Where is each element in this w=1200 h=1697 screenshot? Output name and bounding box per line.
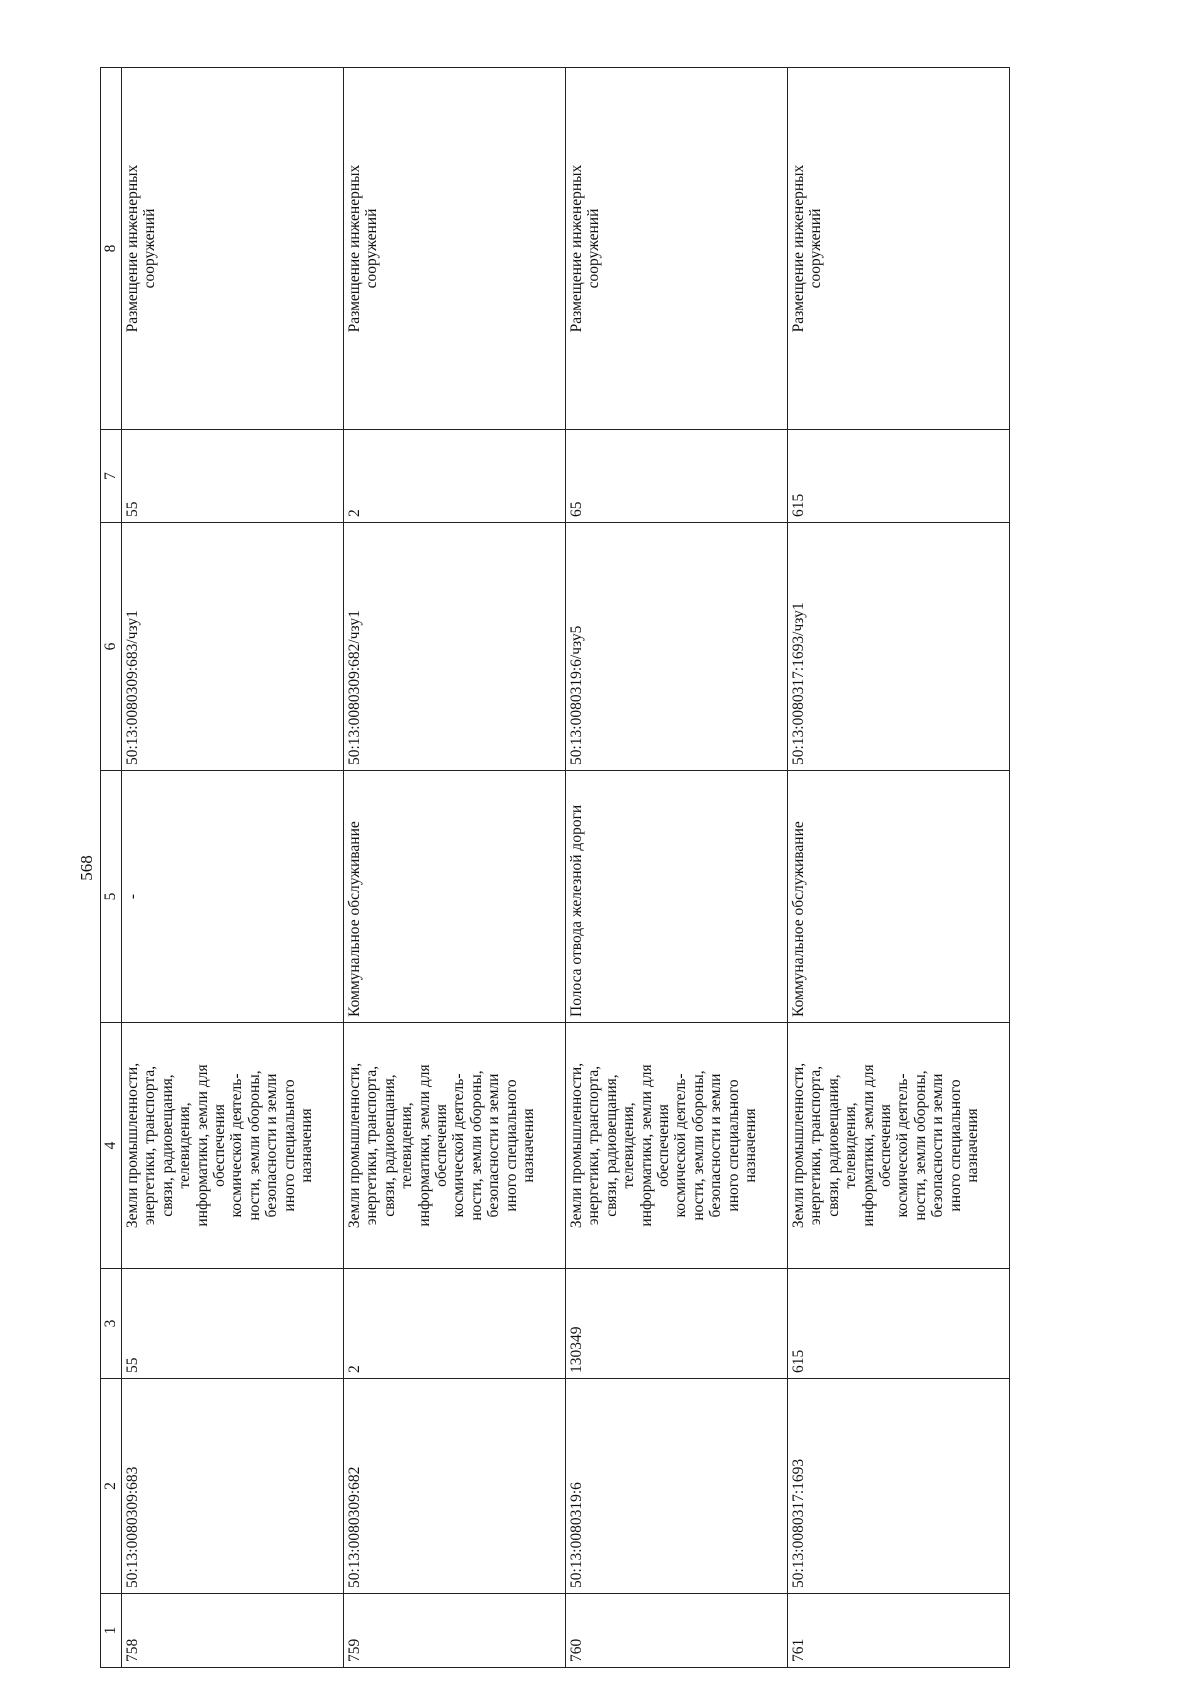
land-category-line: связи, радиовещания, [602,1074,620,1217]
purpose-cell [788,68,1010,430]
land-category-line: Земли промышленности, [346,1062,363,1229]
land-category-line: телевидения, [620,1102,638,1189]
land-category-line: энергетики, транспорта, [363,1065,381,1226]
purpose-line: сооружений [585,208,603,289]
column-header: 8 [101,68,122,430]
land-category-line: связи, радиовещания, [824,1074,842,1217]
land-category-line: Земли промышленности, [568,1062,585,1229]
land-category-cell [344,1023,566,1269]
land-plots-table [100,67,1010,1668]
plot-area-cell: 615 [788,1269,1010,1379]
permitted-use-cell: Коммунальное обслуживание [344,771,566,1023]
plot-part-number-cell: 50:13:0080309:683/чзу1 [122,523,344,771]
plot-area-cell: 2 [344,1269,566,1379]
permitted-use-cell: Полоса отвода железной дороги [566,771,788,1023]
land-category-line: космической деятель- [894,1073,912,1218]
permitted-use-cell: - [122,771,344,1023]
purpose-line: Размещение инженерных [124,164,141,333]
land-category-line: связи, радиовещания, [158,1074,176,1217]
land-category-line: иного специального [946,1079,964,1212]
table-row [566,68,788,1668]
purpose-line: сооружений [363,208,381,289]
column-header: 5 [101,771,122,1023]
cadastral-number-cell: 50:13:0080309:682 [344,1379,566,1594]
land-category-line: энергетики, транспорта, [585,1065,603,1226]
table-row [122,68,344,1668]
table-body [122,68,1010,1668]
land-category-line: телевидения, [842,1102,860,1189]
rotated-document-page [52,68,1102,1668]
row-number-cell: 758 [122,1594,344,1668]
land-category-line: безопасности и земли [929,1073,947,1218]
column-header: 2 [101,1379,122,1594]
plot-part-area-cell: 55 [122,430,344,523]
land-category-line: ности, земли обороны, [911,1070,929,1221]
purpose-line: Размещение инженерных [568,164,585,333]
land-category-line: иного специального [502,1079,520,1212]
land-category-line: информатики, земли для [859,1064,877,1227]
land-category-line: обеспечения [655,1104,673,1187]
cadastral-number-cell: 50:13:0080309:683 [122,1379,344,1594]
column-header: 4 [101,1023,122,1269]
purpose-cell [344,68,566,430]
purpose-line: Размещение инженерных [346,164,363,333]
plot-part-number-cell: 50:13:0080319:6/чзу5 [566,523,788,771]
land-category-line: космической деятель- [450,1073,468,1218]
column-header: 7 [101,430,122,523]
land-category-line: связи, радиовещания, [380,1074,398,1217]
land-category-line: обеспечения [211,1104,229,1187]
land-category-line: безопасности и земли [707,1073,725,1218]
land-category-line: энергетики, транспорта, [141,1065,159,1226]
land-category-line: ности, земли обороны, [245,1070,263,1221]
purpose-cell [122,68,344,430]
land-category-line: назначения [964,1108,982,1183]
land-category-line: энергетики, транспорта, [807,1065,825,1226]
land-category-cell [122,1023,344,1269]
row-number-cell: 760 [566,1594,788,1668]
column-header: 3 [101,1269,122,1379]
land-category-line: обеспечения [877,1104,895,1187]
land-category-line: назначения [742,1108,760,1183]
land-category-line: Земли промышленности, [124,1062,141,1229]
land-category-line: космической деятель- [672,1073,690,1218]
land-category-line: ности, земли обороны, [689,1070,707,1221]
permitted-use-cell: Коммунальное обслуживание [788,771,1010,1023]
table-row [788,68,1010,1668]
land-category-cell [788,1023,1010,1269]
land-category-line: Земли промышленности, [790,1062,807,1229]
land-category-line: телевидения, [398,1102,416,1189]
cadastral-number-cell: 50:13:0080317:1693 [788,1379,1010,1594]
land-category-line: иного специального [724,1079,742,1212]
plot-part-area-cell: 615 [788,430,1010,523]
purpose-line: сооружений [807,208,825,289]
land-category-line: иного специального [280,1079,298,1212]
land-category-line: обеспечения [433,1104,451,1187]
land-category-line: безопасности и земли [263,1073,281,1218]
land-category-line: космической деятель- [228,1073,246,1218]
land-category-line: телевидения, [176,1102,194,1189]
land-category-line: безопасности и земли [485,1073,503,1218]
land-category-line: информатики, земли для [193,1064,211,1227]
plot-part-number-cell: 50:13:0080309:682/чзу1 [344,523,566,771]
purpose-line: Размещение инженерных [790,164,807,333]
land-category-line: ности, земли обороны, [467,1070,485,1221]
row-number-cell: 761 [788,1594,1010,1668]
land-category-line: назначения [298,1108,316,1183]
land-category-line: информатики, земли для [637,1064,655,1227]
plot-area-cell: 130349 [566,1269,788,1379]
land-category-cell [566,1023,788,1269]
plot-part-number-cell: 50:13:0080317:1693/чзу1 [788,523,1010,771]
page-number: 568 [77,855,96,881]
purpose-cell [566,68,788,430]
table-row [344,68,566,1668]
cadastral-number-cell: 50:13:0080319:6 [566,1379,788,1594]
plot-part-area-cell: 65 [566,430,788,523]
land-category-line: информатики, земли для [415,1064,433,1227]
column-header: 6 [101,523,122,771]
plot-area-cell: 55 [122,1269,344,1379]
plot-part-area-cell: 2 [344,430,566,523]
table-header-row [101,68,122,1668]
purpose-line: сооружений [141,208,159,289]
column-header: 1 [101,1594,122,1668]
row-number-cell: 759 [344,1594,566,1668]
land-category-line: назначения [520,1108,538,1183]
